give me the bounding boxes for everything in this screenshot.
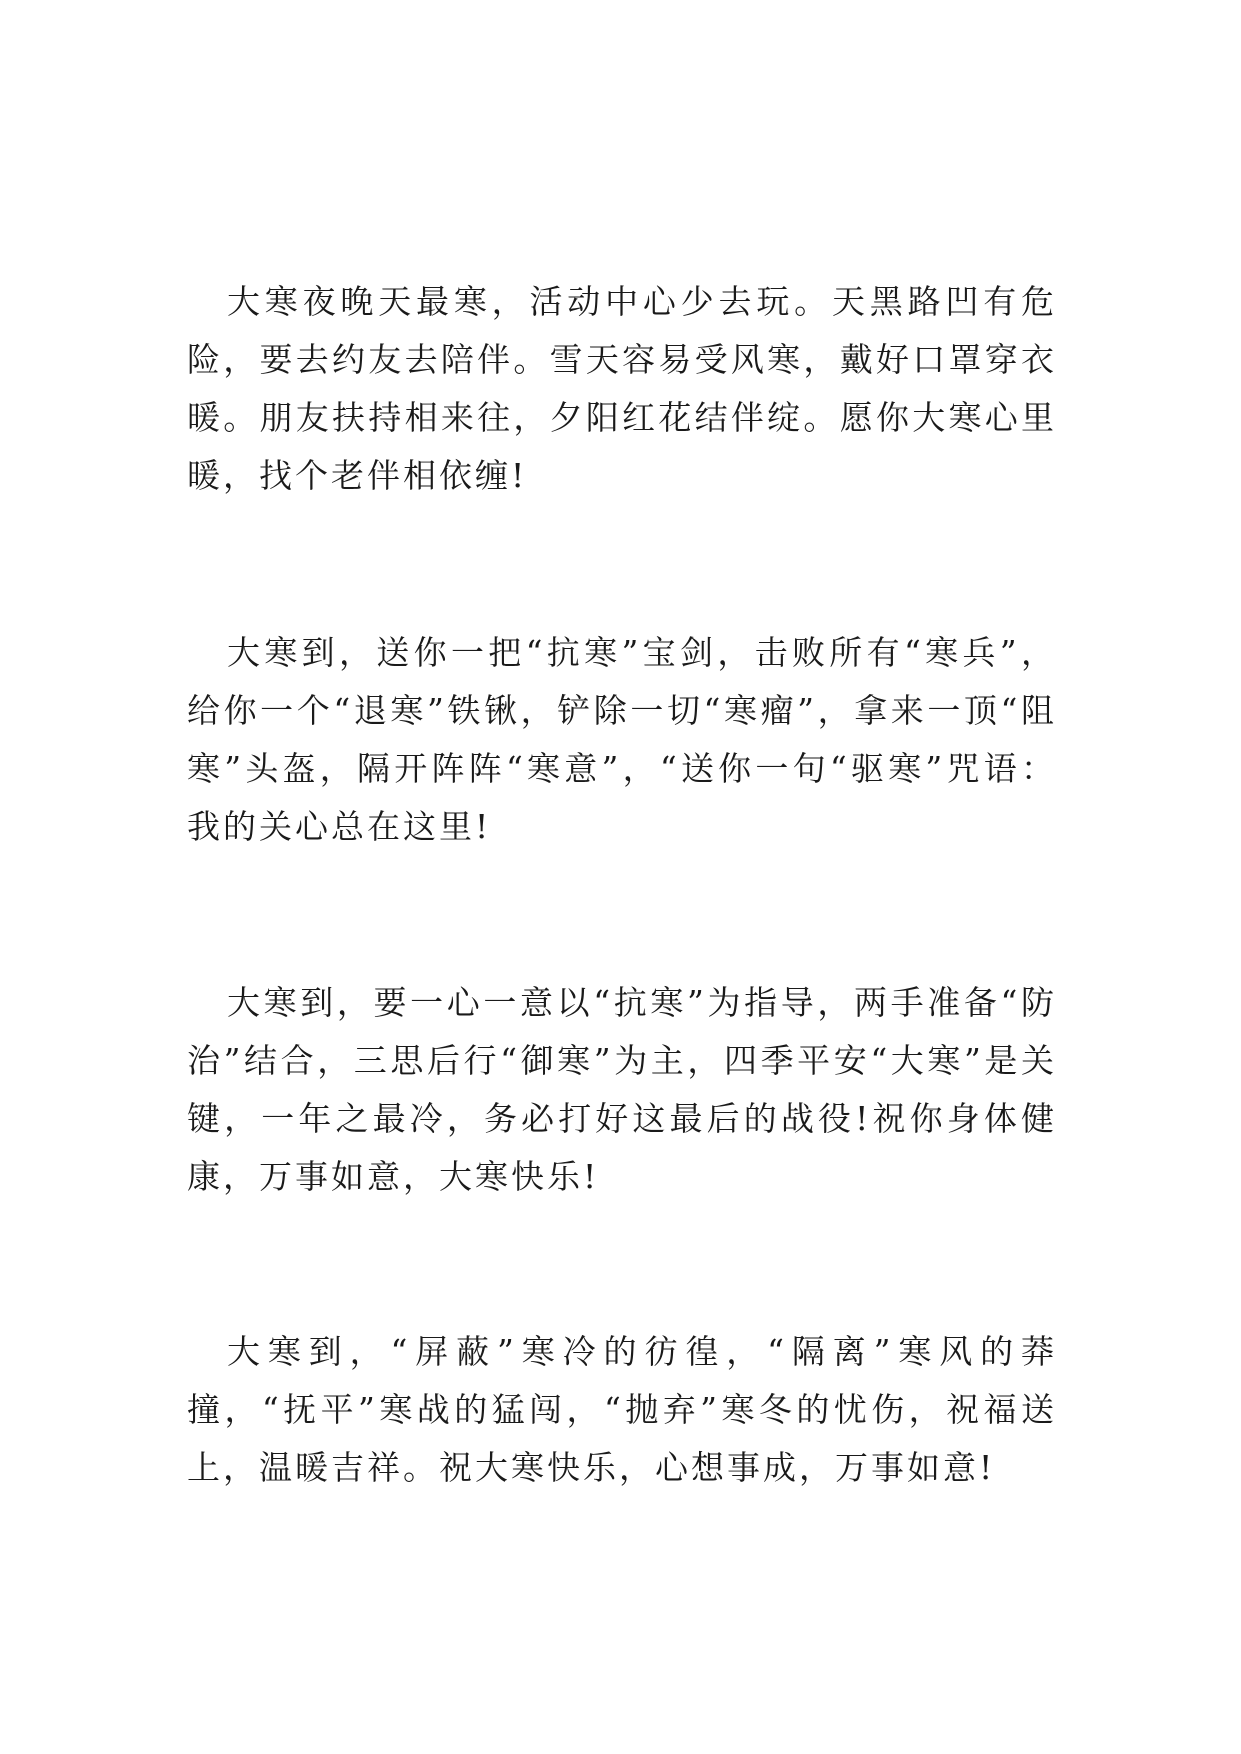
paragraph-3: 大寒到，要一心一意以“抗寒”为指导，两手准备“防治”结合，三思后行“御寒”为主，四季平安“大寒”是关键，一年之最冷，务必打好这最后的战役!祝你身体健康，万事如意，大寒快乐!	[187, 983, 1057, 1196]
paragraph-4: 大寒到，“屏蔽”寒冷的彷徨，“隔离”寒风的莽撞，“抚平”寒战的猛闯，“抛弃”寒冬的忧伤，祝福送上，温暖吉祥。祝大寒快乐，心想事成，万事如意!	[187, 1332, 1057, 1487]
paragraph-2: 大寒到，送你一把“抗寒”宝剑，击败所有“寒兵”，给你一个“退寒”铁锹，铲除一切“寒瘤”，拿来一顶“阻寒”头盔，隔开阵阵“寒意”，“送你一句“驱寒”咒语：我的关心总在这里!	[187, 633, 1057, 846]
paragraph-1: 大寒夜晚天最寒，活动中心少去玩。天黑路凹有危险，要去约友去陪伴。雪天容易受风寒，戴好口罩穿衣暖。朋友扶持相来往，夕阳红花结伴绽。愿你大寒心里暖，找个老伴相依缠!	[187, 282, 1057, 495]
